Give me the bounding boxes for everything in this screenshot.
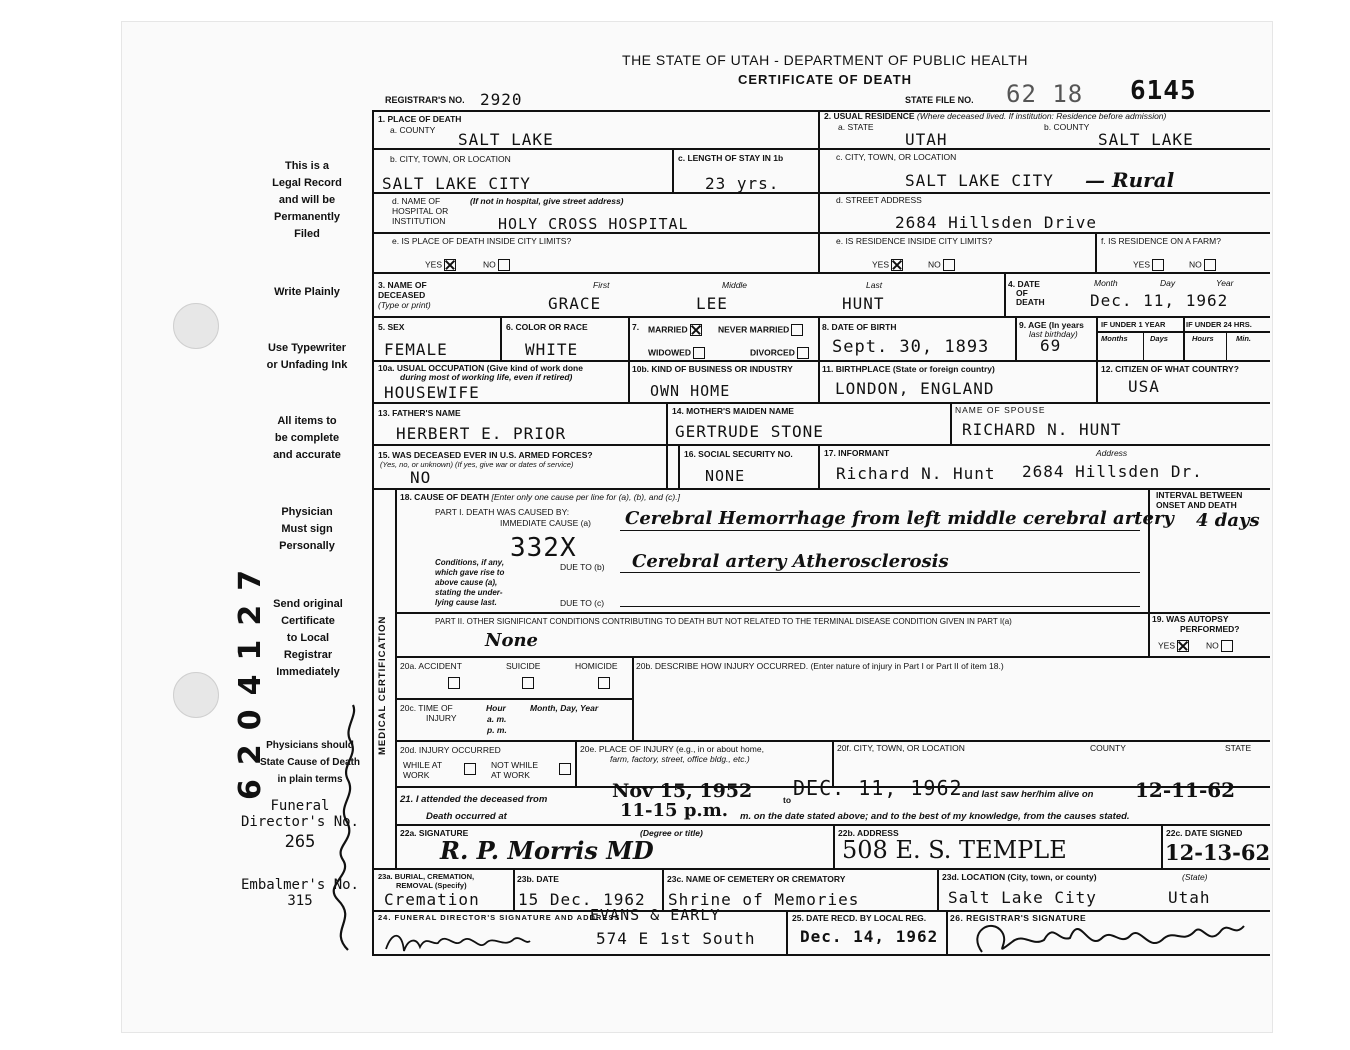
pod-inside-city-yes: YES	[425, 259, 456, 271]
cemetery-label: 23c. NAME OF CEMETERY OR CREMATORY	[667, 874, 846, 884]
attended-to: DEC. 11, 1962	[793, 776, 963, 800]
res-inside-city-yes: YES	[872, 259, 903, 271]
res-street-label: d. STREET ADDRESS	[836, 195, 922, 205]
married-checkbox[interactable]	[690, 324, 702, 336]
burial-date-label: 23b. DATE	[517, 874, 559, 884]
cause-b: Cerebral artery Atherosclerosis	[632, 551, 949, 572]
res-city: SALT LAKE CITY	[905, 171, 1054, 190]
sex-label: 5. SEX	[378, 322, 405, 332]
res-city-label: c. CITY, TOWN, OR LOCATION	[836, 152, 957, 162]
to-label: to	[783, 795, 792, 805]
res-no-checkbox[interactable]	[943, 259, 955, 271]
last-saw-label: and last saw her/him alive on	[962, 789, 1094, 800]
location-label: 23d. LOCATION (City, town, or county)	[942, 872, 1097, 882]
res-farm-label: f. IS RESIDENCE ON A FARM?	[1101, 236, 1221, 246]
date-signed: 12-13-62	[1165, 840, 1271, 865]
ssn-label: 16. SOCIAL SECURITY NO.	[684, 449, 793, 459]
interval-label: INTERVAL BETWEEN ONSET AND DEATH	[1156, 490, 1243, 510]
cause-code: 332X	[510, 533, 577, 563]
armed-value: NO	[410, 468, 432, 487]
pod-county: SALT LAKE	[458, 130, 554, 149]
pod-hospital: HOLY CROSS HOSPITAL	[498, 215, 689, 233]
month-label: Month	[1094, 278, 1118, 288]
homicide-label: HOMICIDE	[575, 661, 618, 671]
res-city-handwritten: — Rural	[1085, 168, 1175, 192]
divorced-option: DIVORCED	[750, 347, 809, 359]
part1-label: PART I. DEATH WAS CAUSED BY:	[435, 507, 570, 517]
father-value: HERBERT E. PRIOR	[396, 424, 567, 443]
location-city: Salt Lake City	[948, 888, 1097, 907]
while-at-work-checkbox[interactable]	[464, 763, 476, 775]
autopsy-yes-checkbox[interactable]	[1177, 640, 1189, 652]
widowed-checkbox[interactable]	[693, 347, 705, 359]
while-at-work: WHILE AT WORK	[403, 760, 443, 780]
pod-inside-city-label: e. IS PLACE OF DEATH INSIDE CITY LIMITS?	[392, 236, 572, 246]
location-state-label: (State)	[1182, 872, 1208, 882]
married-option: MARRIED	[648, 324, 702, 336]
occupation-value: HOUSEWIFE	[384, 383, 480, 402]
residence-label: 2. USUAL RESIDENCE (Where deceased lived. If institution: Residence before admission)	[824, 111, 1167, 121]
occurred-note: m. on the date stated above; and to the best of my knowledge, from the causes stated.	[740, 811, 1130, 822]
spouse-label: NAME OF SPOUSE	[955, 405, 1046, 415]
pod-stay-label: c. LENGTH OF STAY IN 1b	[678, 153, 784, 163]
registrar-sig-label: 26. REGISTRAR'S SIGNATURE	[950, 913, 1087, 923]
part2-value: None	[485, 630, 538, 651]
not-at-work-checkbox[interactable]	[559, 763, 571, 775]
pod-city-label: b. CITY, TOWN, OR LOCATION	[390, 154, 511, 164]
state-file-number: 6145	[1130, 76, 1197, 106]
location-state: Utah	[1168, 888, 1211, 907]
suicide-checkbox[interactable]	[522, 677, 534, 689]
immediate-label: IMMEDIATE CAUSE (a)	[500, 518, 591, 528]
armed-label: 15. WAS DECEASED EVER IN U.S. ARMED FORCES?	[378, 450, 593, 460]
injury-occurred-label: 20d. INJURY OCCURRED	[400, 745, 501, 755]
pm-label: p. m.	[487, 725, 507, 735]
place-injury-label: 20e. PLACE OF INJURY (e.g., in or about home, farm, factory, street, office bldg., etc.)	[580, 744, 764, 764]
punch-hole-bottom	[173, 672, 219, 718]
spouse-value: RICHARD N. HUNT	[962, 420, 1122, 439]
business-value: OWN HOME	[650, 382, 731, 400]
registrar-no: 2920	[480, 90, 523, 109]
age-label: 9. AGE (In years last birthday)	[1019, 320, 1084, 339]
res-farm-no: NO	[1189, 259, 1216, 271]
marital-label: 7.	[632, 322, 640, 332]
race-value: WHITE	[525, 340, 579, 359]
deceased-name-label: 3. NAME OF DECEASED (Type or print)	[378, 280, 431, 310]
mdy-label: Month, Day, Year	[530, 703, 599, 713]
occupation-label: 10a. USUAL OCCUPATION (Give kind of work done during most of working life, even if retired)	[378, 363, 583, 382]
side-note-physicians-should: Physicians should State Cause of Death in plain terms	[259, 740, 361, 785]
pod-inside-city-no: NO	[483, 259, 510, 271]
months-label: Months	[1101, 334, 1128, 343]
last-name: HUNT	[842, 294, 885, 313]
cemetery-value: Shrine of Memories	[668, 890, 860, 909]
conditions-label: Conditions, if any, which gave rise to above cause (a), stating the under- lying cause last.	[435, 558, 505, 607]
city-20f-label: 20f. CITY, TOWN, OR LOCATION	[837, 743, 965, 753]
injury-describe-label: 20b. DESCRIBE HOW INJURY OCCURRED. (Enter nature of injury in Part I or Part II of item 18.)	[636, 661, 1004, 671]
place-of-death-label: 1. PLACE OF DEATH	[378, 114, 462, 124]
signature-label: 22a. SIGNATURE	[400, 828, 469, 838]
registrar-signature	[962, 902, 1252, 972]
document-title: CERTIFICATE OF DEATH	[737, 72, 913, 87]
attended-from: Nov 15, 1952	[612, 780, 753, 802]
pod-hospital-label: d. NAME OF HOSPITAL OR INSTITUTION	[392, 196, 449, 226]
side-note-write-plainly: Write Plainly	[274, 286, 340, 298]
res-state-label: a. STATE	[838, 122, 874, 132]
physician-address: 508 E. S. TEMPLE	[842, 836, 1067, 864]
degree-label: (Degree or title)	[640, 828, 703, 838]
pod-hospital-note: (If not in hospital, give street address)	[470, 196, 624, 206]
never-married-checkbox[interactable]	[791, 324, 803, 336]
res-street: 2684 Hillsden Drive	[895, 213, 1098, 232]
due-to-c-label: DUE TO (c)	[560, 598, 605, 608]
director-label: 24. FUNERAL DIRECTOR'S SIGNATURE AND ADDRESS	[378, 913, 621, 922]
informant-label: 17. INFORMANT	[824, 448, 890, 458]
pod-county-label: a. COUNTY	[390, 125, 436, 135]
citizen-value: USA	[1128, 377, 1160, 396]
days-label: Days	[1150, 334, 1168, 343]
informant-address-label: Address	[1096, 448, 1128, 458]
citizen-label: 12. CITIZEN OF WHAT COUNTRY?	[1101, 364, 1239, 374]
side-note-legal: This is a Legal Record and will be Permanently Filed	[272, 160, 342, 240]
autopsy-no: NO	[1206, 640, 1233, 652]
res-county: SALT LAKE	[1098, 130, 1194, 149]
middle-name: LEE	[696, 294, 728, 313]
am-label: a. m.	[487, 714, 507, 724]
date-of-death: Dec. 11, 1962	[1090, 291, 1229, 310]
time-injury-label: 20c. TIME OF INJURY	[400, 703, 457, 723]
physician-address-label: 22b. ADDRESS	[838, 828, 899, 838]
state-20f-label: STATE	[1225, 743, 1252, 753]
min-label: Min.	[1236, 334, 1251, 343]
divorced-checkbox[interactable]	[797, 347, 809, 359]
age-value: 69	[1040, 336, 1062, 355]
side-note-typewriter: Use Typewriter or Unfading Ink	[266, 342, 348, 371]
day-label: Day	[1160, 278, 1176, 288]
occurred-label: Death occurred at	[426, 811, 507, 822]
accident-checkbox[interactable]	[448, 677, 460, 689]
side-note-send-original: Send original Certificate to Local Registrar Immediately	[273, 598, 343, 678]
funeral-director-signature	[382, 925, 532, 959]
birth-value: Sept. 30, 1893	[832, 337, 990, 357]
birthplace-value: LONDON, ENGLAND	[835, 379, 995, 398]
interval-value: 4 days	[1196, 510, 1260, 531]
widowed-option: WIDOWED	[648, 347, 705, 359]
vertical-file-number: 6204127	[233, 555, 268, 800]
occurred-time: 11-15 p.m.	[620, 800, 728, 821]
never-married-option: NEVER MARRIED	[718, 324, 803, 336]
res-inside-city-no: NO	[928, 259, 955, 271]
not-at-work: NOT WHILE AT WORK	[491, 760, 539, 780]
farm-no-checkbox[interactable]	[1204, 259, 1216, 271]
hour-label: Hour	[486, 703, 506, 713]
side-note-funeral-director: Funeral Director's No. 265	[240, 798, 359, 852]
mother-value: GERTRUDE STONE	[675, 422, 824, 441]
suicide-label: SUICIDE	[506, 661, 541, 671]
first-name: GRACE	[548, 294, 602, 313]
state-title: THE STATE OF UTAH - DEPARTMENT OF PUBLIC HEALTH	[622, 52, 1028, 68]
res-county-label: b. COUNTY	[1044, 122, 1090, 132]
part2-label: PART II. OTHER SIGNIFICANT CONDITIONS CONTRIBUTING TO DEATH BUT NOT RELATED TO THE TERMINAL DISEASE CONDITION GIVEN IN PART I(a)	[435, 617, 1012, 626]
pod-yes-checkbox[interactable]	[444, 259, 456, 271]
margin-signature	[318, 700, 368, 960]
informant-value: Richard N. Hunt	[836, 464, 996, 483]
under-24-label: IF UNDER 24 HRS.	[1186, 320, 1252, 329]
date-signed-label: 22c. DATE SIGNED	[1166, 828, 1243, 838]
director-address: 574 E 1st South	[596, 929, 756, 948]
res-inside-city-label: e. IS RESIDENCE INSIDE CITY LIMITS?	[836, 236, 993, 246]
pod-city: SALT LAKE CITY	[382, 174, 531, 193]
autopsy-yes: YES	[1158, 640, 1189, 652]
sex-value: FEMALE	[384, 340, 448, 359]
recd-value: Dec. 14, 1962	[800, 927, 939, 946]
burial-label: 23a. BURIAL, CREMATION, REMOVAL (Specify)	[378, 872, 475, 890]
ssn-value: NONE	[705, 467, 746, 485]
registrar-no-label: REGISTRAR'S NO.	[385, 95, 465, 105]
first-label: First	[593, 280, 610, 290]
year-label: Year	[1216, 278, 1234, 288]
date-of-death-label: 4. DATE OF DEATH	[1008, 279, 1045, 307]
birth-label: 8. DATE OF BIRTH	[822, 322, 897, 332]
due-to-b-label: DUE TO (b)	[560, 562, 605, 572]
autopsy-label: 19. WAS AUTOPSY PERFORMED?	[1152, 614, 1240, 634]
director-firm: EVANS & EARLY	[590, 906, 721, 924]
state-file-label: STATE FILE NO.	[905, 95, 974, 105]
attended-label: 21. I attended the deceased from	[400, 794, 548, 805]
homicide-checkbox[interactable]	[598, 677, 610, 689]
state-file-prefix: 62 18	[1006, 80, 1084, 108]
county-20f-label: COUNTY	[1090, 743, 1126, 753]
hours-label: Hours	[1192, 334, 1214, 343]
cause-a: Cerebral Hemorrhage from left middle cerebral artery	[625, 508, 1174, 529]
autopsy-no-checkbox[interactable]	[1221, 640, 1233, 652]
middle-label: Middle	[722, 280, 748, 290]
recd-label: 25. DATE RECD. BY LOCAL REG.	[792, 913, 927, 923]
burial-date: 15 Dec. 1962	[518, 890, 646, 909]
medical-cert-label: MEDICAL CERTIFICATION	[377, 615, 388, 755]
accident-label: 20a. ACCIDENT	[400, 661, 462, 671]
cause-label: 18. CAUSE OF DEATH [Enter only one cause per line for (a), (b), and (c).]	[400, 492, 680, 502]
under-1yr-label: IF UNDER 1 YEAR	[1101, 320, 1166, 329]
physician-signature: R. P. Morris MD	[440, 836, 654, 865]
res-yes-checkbox[interactable]	[891, 259, 903, 271]
punch-hole-top	[173, 303, 219, 349]
race-label: 6. COLOR OR RACE	[506, 322, 588, 332]
side-note-physician: Physician Must sign Personally	[279, 506, 335, 552]
last-saw-date: 12-11-62	[1135, 778, 1236, 802]
pod-no-checkbox[interactable]	[498, 259, 510, 271]
res-state: UTAH	[905, 130, 948, 149]
birthplace-label: 11. BIRTHPLACE (State or foreign country)	[822, 364, 995, 374]
side-note-all-items: All items to be complete and accurate	[273, 415, 341, 461]
last-label: Last	[866, 280, 883, 290]
father-label: 13. FATHER'S NAME	[378, 408, 461, 418]
armed-note: (Yes, no, or unknown) (If yes, give war or dates of service)	[380, 460, 574, 469]
burial-value: Cremation	[384, 890, 480, 909]
business-label: 10b. KIND OF BUSINESS OR INDUSTRY	[632, 364, 793, 374]
res-farm-yes: YES	[1133, 259, 1164, 271]
farm-yes-checkbox[interactable]	[1152, 259, 1164, 271]
mother-label: 14. MOTHER'S MAIDEN NAME	[672, 406, 794, 416]
pod-stay: 23 yrs.	[705, 174, 780, 193]
informant-address: 2684 Hillsden Dr.	[1022, 462, 1203, 481]
side-note-embalmer: Embalmer's No. 315	[240, 877, 359, 909]
